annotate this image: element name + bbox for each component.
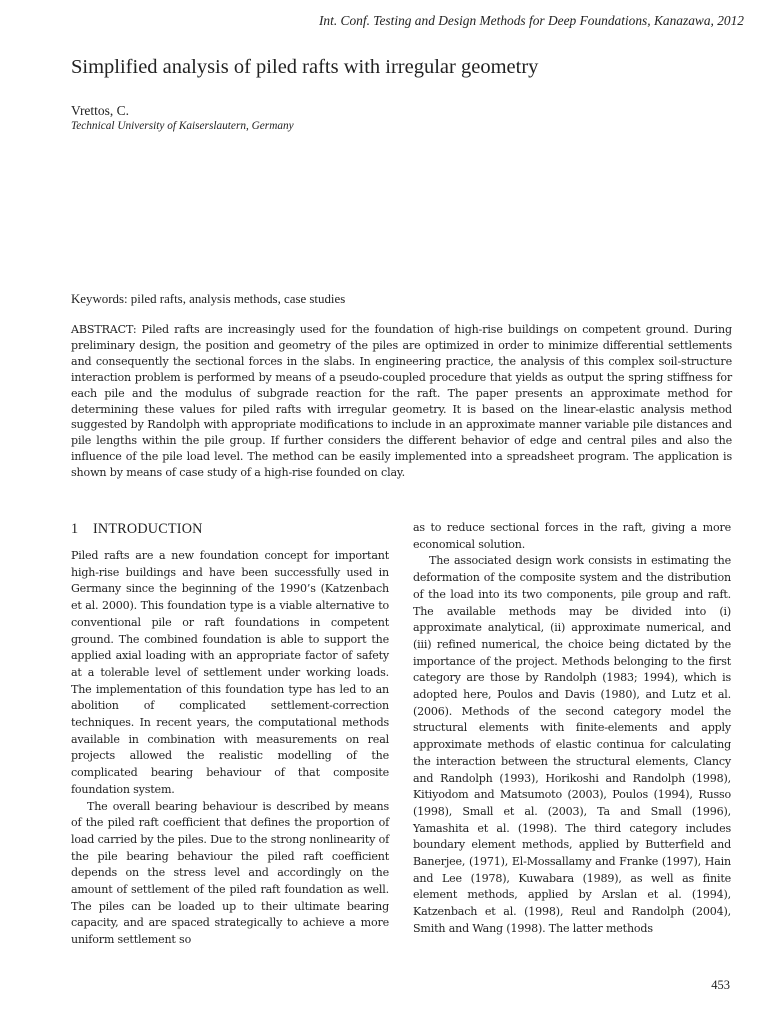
author-affiliation: Technical University of Kaiserslautern, Germany — [71, 120, 294, 132]
section-title: INTRODUCTION — [93, 521, 203, 537]
page-number: 453 — [711, 978, 730, 992]
paper-title: Simplified analysis of piled rafts with irregular geometry — [71, 56, 539, 78]
abstract: ABSTRACT: Piled rafts are increasingly used for the foundation of high-rise buildings on competent ground. During preliminary design, the position and geometry of the piles are optimized in order to minimize differential settlements and consequently the sectional forces in the slabs. In engineering practice, the analysis of this complex soil-structure interaction problem is performed by means of a pseudo-coupled procedure that yields as output the spring stiffness for each pile and the modulus of subgrade reaction for the raft. The paper presents an approximate method for determining these values for piled rafts with irregular geometry. It is based on the linear-elastic analysis method suggested by Randolph with appropriate modifications to include in an approximate manner variable pile distances and pile lengths within the pile group. If further considers the different behavior of edge and central piles and also the influence of the pile load level. The method can be easily implemented into a spreadsheet program. The application is shown by means of case study of a high-rise founded on clay. — [71, 323, 732, 480]
left-column — [71, 520, 389, 949]
keywords: Keywords: piled rafts, analysis methods, case studies — [71, 292, 346, 306]
intro-paragraph-3: as to reduce sectional forces in the raft, giving a more economical solution. — [413, 521, 731, 551]
section-heading — [71, 520, 389, 538]
running-header: Int. Conf. Testing and Design Methods for Deep Foundations, Kanazawa, 2012 — [318, 13, 744, 28]
intro-paragraph-4: The associated design work consists in estimating the deformation of the composite system and the distribution of the load into its two components, pile group and raft. The available methods may be divided into (i) approximate analytical, (ii) approximate numerical, and (iii) refined numerical, the choice being dictated by the importance of the project. Methods belonging to the first category are those by Randolph (1983; 1994), which is adopted here, Poulos and Davis (1980), and Lutz et al. (2006). Methods of the second category model the structural elements with finite-elements and apply approximate methods of elastic continua for calculating the interaction between the structural elements, Clancy and Randolph (1993), Horikoshi and Randolph (1998), Kitiyodom and Matsumoto (2003), Poulos (1994), Russo (1998), Small et al. (2003), Ta and Small (1996), Yamashita et al. (1998). The third category includes boundary element methods, applied by Butterfield and Banerjee, (1971), El-Mossallamy and Franke (1997), Hain and Lee (1978), Kuwabara (1989), as well as finite element methods, applied by Arslan et al. (1994), Katzenbach et al. (1998), Reul and Randolph (2004), Smith and Wang (1998). The latter methods — [413, 554, 731, 935]
intro-paragraph-1: Piled rafts are a new foundation concept for important high-rise buildings and have been successfully used in Germany since the beginning of the 1990’s (Katzenbach et al. 2000). This foundation type is a viable alternative to conventional pile or raft foundations in competent ground. The combined foundation is able to support the applied axial loading with an appropriate factor of safety at a tolerable level of settlement under working loads. The implementation of this foundation type has led to an abolition of complicated settlement-correction techniques. In recent years, the computational methods available in combination with measurements on real projects allowed the realistic modelling of the complicated bearing behaviour of that composite foundation system. — [71, 549, 389, 796]
section-number: 1 — [71, 521, 79, 537]
intro-paragraph-2: The overall bearing behaviour is described by means of the piled raft coefficient that defines the proportion of load carried by the piles. Due to the strong nonlinearity of the pile bearing behaviour the piled raft coefficient depends on the stress level and accordingly on the amount of settlement of the piled raft foundation as well. The piles can be loaded up to their ultimate bearing capacity, and are spaced strategically to achieve a more uniform settlement so — [71, 799, 389, 947]
author-name: Vrettos, C. — [71, 103, 130, 118]
right-column — [413, 520, 731, 938]
